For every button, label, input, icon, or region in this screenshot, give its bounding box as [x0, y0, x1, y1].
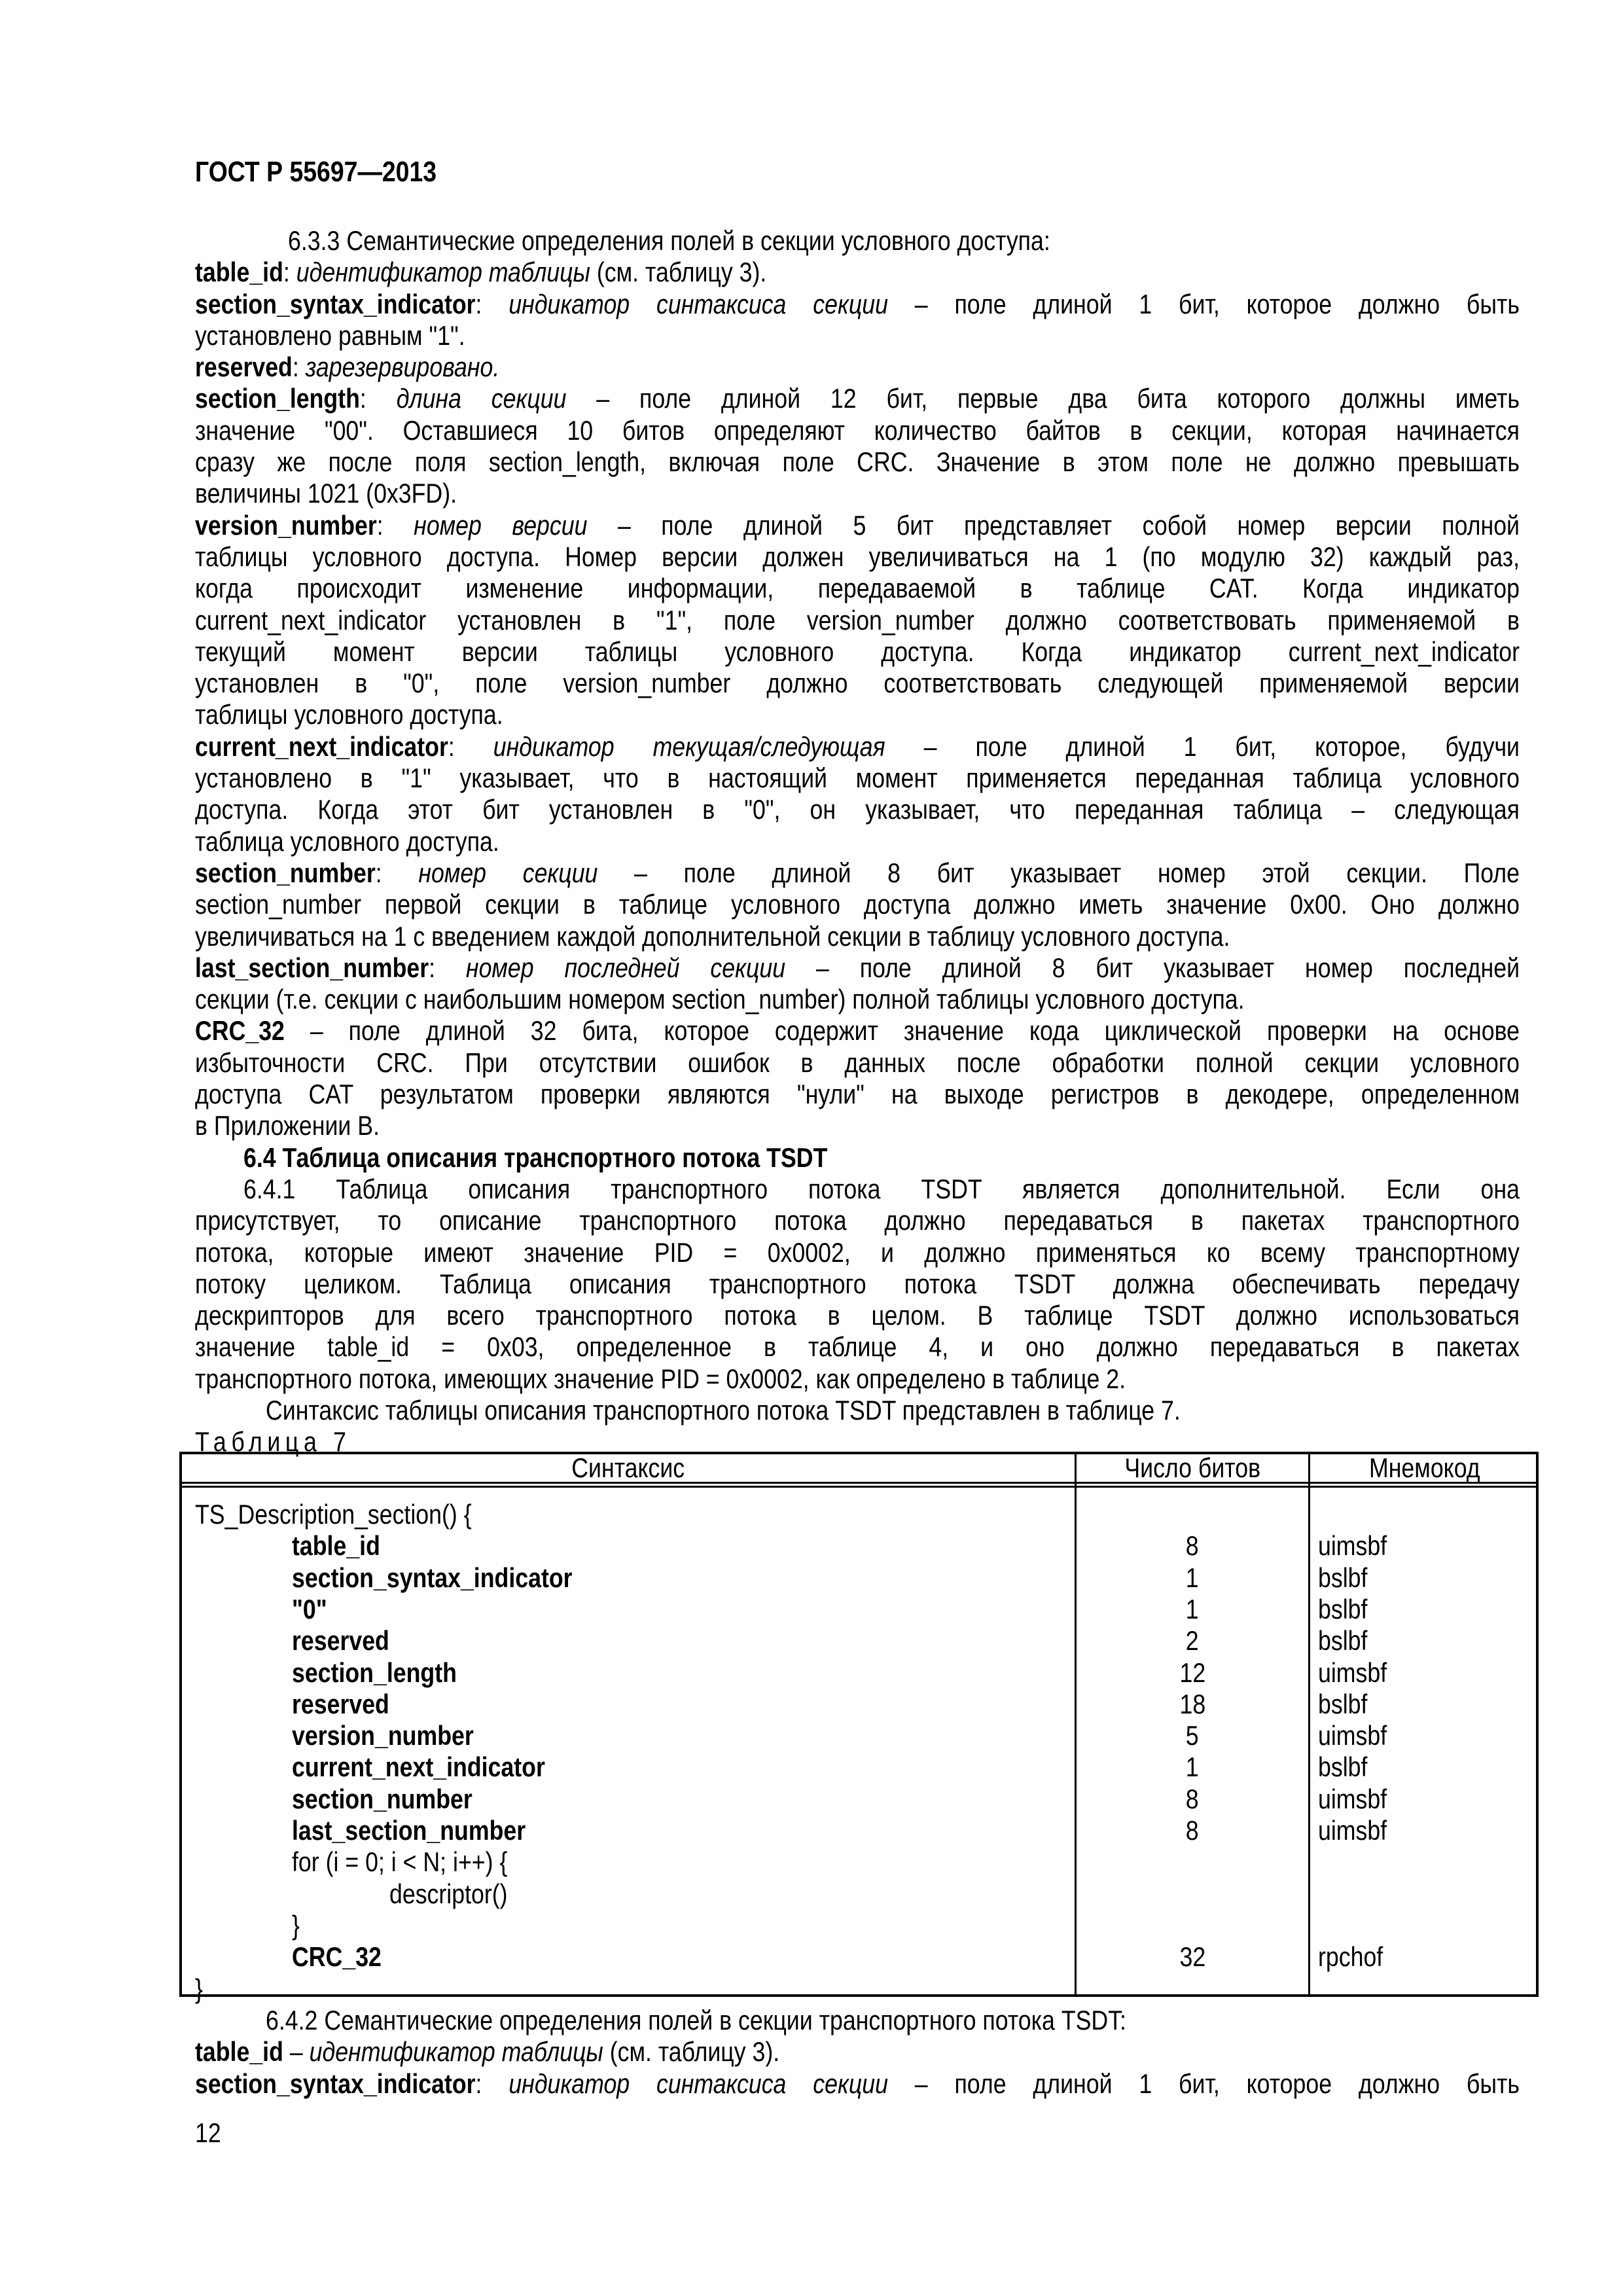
table-cell-syntax [292, 1689, 406, 1720]
table-cell-bits-text: 1 [1186, 1562, 1199, 1593]
text-line-content [195, 1300, 1520, 1331]
text-line [195, 510, 1520, 541]
text-line-content [195, 857, 1520, 889]
text-line-content [195, 794, 1520, 825]
table-cell-mnemonic-text: bslbf [1318, 1562, 1368, 1593]
term-bold: reserved [195, 351, 293, 383]
table-cell-syntax [292, 1657, 486, 1689]
text-run: : [292, 351, 306, 383]
term-italic: индикатор синтаксиса секции [508, 288, 888, 319]
table-cell-syntax [292, 1625, 406, 1657]
text-run: таблица условного доступа. [195, 825, 499, 857]
table-cell-mnemonic [1318, 1784, 1399, 1815]
text-run: – поле длиной 1 бит, которое должно быть [887, 288, 1520, 319]
term-italic: длина секции [396, 383, 567, 414]
text-line [195, 1205, 1520, 1236]
table-cell-syntax [292, 1910, 301, 1941]
text-line [195, 699, 1520, 730]
text-run: когда происходит изменение информации, передаваемой в таблице CAT. Когда индикатор [195, 573, 1520, 604]
term-bold: version_number [195, 509, 377, 541]
text-line-content [195, 1205, 1520, 1236]
table-cell-syntax-text: for (i = 0; i < N; i++) { [292, 1846, 508, 1878]
text-line-content [288, 225, 1520, 257]
text-line [195, 446, 1520, 478]
text-line [195, 921, 1520, 952]
table-cell-mnemonic-text: bslbf [1318, 1751, 1368, 1783]
text-line [195, 1300, 1520, 1331]
text-line-content [195, 320, 1520, 351]
text-line-content [195, 826, 1520, 857]
text-run: установлено в "1" указывает, что в настоящий момент применяется переданная таблица условного [195, 762, 1520, 794]
table-cell-syntax-text: CRC_32 [292, 1941, 382, 1973]
text-line-content [195, 952, 1520, 984]
text-line [195, 1363, 1520, 1395]
table-cell-syntax [292, 1815, 567, 1846]
text-run: (см. таблицу 3). [590, 257, 767, 288]
table-cell-mnemonic [1318, 1594, 1376, 1625]
text-line [195, 668, 1520, 699]
table-header-bits: Число битов [1124, 1452, 1260, 1483]
text-line [195, 2005, 1520, 2036]
text-run: в Приложении В. [195, 1110, 380, 1141]
text-run: транспортного потока, имеющих значение PID = 0x0002, как определено в таблице 2. [195, 1363, 1126, 1394]
term-bold: table_id [195, 257, 283, 288]
term-bold: section_length [195, 383, 360, 414]
text-run: секции (т.е. секции с наибольшим номером section_number) полной таблицы условного доступа. [195, 984, 1245, 1015]
table-cell-bits [1077, 1625, 1308, 1657]
text-run: сразу же после поля section_length, включая поле CRC. Значение в этом поле не должно превышать [195, 446, 1520, 478]
table-cell-syntax-text: current_next_indicator [292, 1751, 545, 1783]
term-bold: table_id [195, 2036, 283, 2068]
text-line-content [195, 636, 1520, 668]
text-line-content [195, 605, 1520, 636]
text-run: доступа. Когда этот бит установлен в "0", он указывает, что переданная таблица – следующая [195, 794, 1520, 825]
term-bold: section_syntax_indicator [195, 2068, 476, 2099]
table-cell-syntax [292, 1941, 397, 1973]
table-cell-bits [1077, 1720, 1308, 1751]
table-cell-syntax-text: section_length [292, 1657, 457, 1688]
table-cell-syntax [292, 1751, 590, 1783]
text-run: значение table_id = 0x03, определенное в таблице 4, и оно должно передаваться в пакетах [195, 1331, 1520, 1363]
table-cell-bits [1077, 1689, 1308, 1720]
table-cell-bits [1077, 1594, 1308, 1625]
table-cell-mnemonic-text: bslbf [1318, 1593, 1368, 1624]
text-run: таблицы условного доступа. [195, 699, 503, 730]
table-cell-syntax-text: reserved [292, 1625, 389, 1657]
table-cell-bits [1077, 1751, 1308, 1783]
table-7 [179, 1452, 1539, 2004]
text-run: – поле длиной 1 бит, которое, будучи [885, 730, 1520, 762]
table-cell-syntax [292, 1594, 333, 1625]
text-line-content [195, 351, 1520, 383]
term-italic: идентификатор таблицы [309, 2036, 603, 2068]
term-bold: current_next_indicator [195, 730, 448, 762]
table-cell-bits [1077, 1941, 1308, 1973]
table-header-mnemonic: Мнемокод [1368, 1452, 1480, 1483]
text-line [195, 1079, 1520, 1110]
table-cell-syntax [292, 1846, 546, 1878]
table-cell-syntax-text: } [195, 1973, 203, 2004]
table-cell-bits-text: 1 [1186, 1751, 1199, 1783]
text-line-content [266, 2005, 1520, 2036]
text-line [195, 636, 1520, 668]
text-line [195, 889, 1520, 920]
page-number: 12 [195, 2117, 221, 2148]
text-run: Синтаксис таблицы описания транспортного потока TSDT представлен в таблице 7. [266, 1394, 1181, 1426]
text-run: увеличиваться на 1 с введением каждой дополнительной секции в таблицу условного доступа. [195, 920, 1230, 952]
text-line-content [243, 1142, 1520, 1174]
text-line [195, 857, 1520, 889]
text-line-content [195, 446, 1520, 478]
text-run: – поле длиной 8 бит указывает номер последней [785, 952, 1520, 983]
text-line [195, 1268, 1520, 1300]
table-cell-syntax [195, 1499, 520, 1530]
body-text-continued [195, 2005, 1520, 2100]
table-cell-mnemonic [1318, 1751, 1376, 1783]
text-run: дескрипторов для всего транспортного потока в целом. В таблице TSDT должно использоваться [195, 1300, 1520, 1331]
text-line-content [195, 415, 1520, 446]
term-bold: section_number [195, 857, 376, 888]
text-line-content [195, 2068, 1520, 2100]
text-run: значение "00". Оставшиеся 10 битов определяют количество байтов в секции, которая начинается [195, 414, 1520, 446]
table-cell-bits-text: 1 [1186, 1593, 1199, 1624]
table-cell-bits-text: 2 [1186, 1625, 1199, 1657]
text-run: : [283, 257, 296, 288]
text-line [195, 573, 1520, 604]
term-bold: section_syntax_indicator [195, 288, 476, 319]
table-cell-bits [1077, 1562, 1308, 1594]
table-cell-syntax [195, 1973, 204, 2005]
text-run: – поле длиной 12 бит, первые два бита которого должны иметь [566, 383, 1520, 414]
table-cell-syntax-text: reserved [292, 1688, 389, 1719]
text-line [195, 1015, 1520, 1047]
text-line-content [195, 1331, 1520, 1363]
table-cell-mnemonic-text: uimsbf [1318, 1720, 1387, 1751]
table-cell-mnemonic [1318, 1657, 1399, 1689]
text-line-content [195, 1363, 1520, 1395]
text-line [195, 605, 1520, 636]
text-run: : [429, 952, 466, 983]
text-line [195, 1331, 1520, 1363]
table-cell-mnemonic [1318, 1689, 1376, 1720]
term-bold: last_section_number [195, 952, 429, 983]
text-line [195, 257, 1520, 288]
table-cell-syntax-text: TS_Description_section() { [195, 1499, 472, 1530]
table-cell-syntax-text: descriptor() [389, 1878, 508, 1909]
text-line-content [195, 2036, 1520, 2068]
text-line [195, 383, 1520, 414]
term-italic: номер версии [414, 509, 588, 541]
table-cell-bits [1077, 1530, 1308, 1562]
text-line [195, 2036, 1520, 2068]
text-line [195, 351, 1520, 383]
table-cell-syntax-text: "0" [292, 1593, 327, 1624]
table-cell-bits-text: 18 [1179, 1688, 1205, 1719]
text-line [195, 1395, 1520, 1426]
text-run: section_number первой секции в таблице условного доступа должно иметь значение 0x00. Оно должно [195, 889, 1520, 920]
text-line-content [195, 762, 1520, 794]
text-line [195, 794, 1520, 825]
table-cell-bits [1077, 1784, 1308, 1815]
table-cell-syntax-text: } [292, 1909, 300, 1941]
text-run: текущий момент версии таблицы условного доступа. Когда индикатор current_next_indicator [195, 636, 1520, 667]
term-italic: зарезервировано. [305, 351, 500, 383]
text-line [195, 2068, 1520, 2100]
text-run: – [283, 2036, 310, 2068]
text-line [195, 762, 1520, 794]
text-line-content [195, 731, 1520, 762]
table-cell-bits [1077, 1657, 1308, 1689]
text-line-content [195, 1268, 1520, 1300]
text-run: избыточности CRC. При отсутствии ошибок в данных после обработки полной секции условного [195, 1047, 1520, 1078]
table-cell-syntax [389, 1878, 528, 1910]
text-line [195, 225, 1520, 257]
table-cell-syntax-text: last_section_number [292, 1815, 526, 1846]
text-run: доступа CAT результатом проверки являются "нули" на выходе регистров в декодере, определенном [195, 1079, 1520, 1110]
table-cell-mnemonic-text: uimsbf [1318, 1815, 1387, 1846]
table-cell-syntax-text: section_number [292, 1783, 473, 1814]
text-run: 6.3.3 Семантические определения полей в секции условного доступа: [288, 225, 1050, 256]
term-italic: номер секции [418, 857, 598, 888]
text-run: – поле длиной 5 бит представляет собой номер версии полной [587, 509, 1520, 541]
text-run: таблицы условного доступа. Номер версии должен увеличиваться на 1 (по модулю 32) каждый раз, [195, 541, 1520, 572]
text-line-content [195, 478, 1520, 509]
text-run: : [448, 730, 493, 762]
text-line-content [195, 921, 1520, 952]
table-cell-mnemonic-text: rpchof [1318, 1941, 1383, 1973]
text-line [195, 1142, 1520, 1174]
text-line-content [195, 383, 1520, 414]
text-line-content [195, 257, 1520, 288]
text-line [195, 1047, 1520, 1079]
text-line [195, 478, 1520, 509]
text-run: : [375, 857, 419, 888]
table-cell-mnemonic [1318, 1562, 1376, 1594]
term-italic: индикатор синтаксиса секции [508, 2068, 888, 2099]
text-run: 6.4.2 Семантические определения полей в секции транспортного потока TSDT: [266, 2005, 1126, 2036]
table-cell-bits [1077, 1815, 1308, 1846]
text-line-content [195, 1079, 1520, 1110]
text-run: current_next_indicator установлен в "1", поле version_number должно соответствовать применяемой в [195, 604, 1520, 636]
text-run: : [376, 509, 414, 541]
text-run: : [475, 2068, 509, 2099]
text-line-content [195, 984, 1520, 1015]
text-line [195, 415, 1520, 446]
table-cell-syntax [292, 1562, 622, 1594]
table-cell-bits-text: 8 [1186, 1783, 1199, 1814]
text-run: потоку целиком. Таблица описания транспортного потока TSDT должна обеспечивать передачу [195, 1268, 1520, 1299]
text-line-content [195, 668, 1520, 699]
text-line-content [195, 699, 1520, 730]
term-bold: 6.4 Таблица описания транспортного потока TSDT [243, 1141, 828, 1173]
text-line [195, 541, 1520, 573]
table-cell-mnemonic [1318, 1941, 1395, 1973]
text-line-content [195, 289, 1520, 320]
text-run: : [359, 383, 397, 414]
text-line-content [243, 1174, 1520, 1205]
document-number-header: ГОСТ Р 55697—2013 [195, 156, 437, 188]
text-run: (см. таблицу 3). [603, 2036, 780, 2068]
text-run: – поле длиной 1 бит, которое должно быть [887, 2068, 1520, 2099]
text-line-content [195, 1110, 1520, 1141]
table-cell-bits-text: 5 [1186, 1720, 1199, 1751]
text-line-content [195, 1047, 1520, 1079]
text-run: присутствует, то описание транспортного потока должно передаваться в пакетах транспортного [195, 1205, 1520, 1236]
text-line [195, 1174, 1520, 1205]
text-run: – поле длиной 32 бита, которое содержит значение кода циклической проверки на основе [284, 1015, 1520, 1047]
text-run: : [475, 288, 509, 319]
text-line-content [266, 1395, 1520, 1426]
table-cell-mnemonic [1318, 1720, 1399, 1751]
text-line-content [195, 1015, 1520, 1047]
table-cell-mnemonic [1318, 1530, 1399, 1562]
text-line [195, 984, 1520, 1015]
table-cell-syntax-text: version_number [292, 1720, 474, 1751]
text-line [195, 826, 1520, 857]
text-run: 6.4.1 Таблица описания транспортного потока TSDT является дополнительной. Если она [243, 1173, 1520, 1204]
table-header-syntax: Синтаксис [571, 1452, 685, 1483]
column-divider [1308, 1454, 1310, 1994]
text-run: Таблица 7 [195, 1426, 351, 1458]
text-run: – поле длиной 8 бит указывает номер этой секции. Поле [597, 857, 1520, 888]
text-line [195, 731, 1520, 762]
term-italic: индикатор текущая/следующая [493, 730, 885, 762]
table-cell-bits-text: 8 [1186, 1815, 1199, 1846]
text-run: установлено равным "1". [195, 319, 465, 351]
term-bold: CRC_32 [195, 1015, 285, 1047]
term-italic: номер последней секции [465, 952, 786, 983]
text-line-content [195, 1237, 1520, 1268]
text-line-content [195, 541, 1520, 573]
header-divider [182, 1486, 1536, 1488]
table-cell-mnemonic [1318, 1815, 1399, 1846]
text-run: установлен в "0", поле version_number должно соответствовать следующей применяемой версии [195, 668, 1520, 699]
text-line [195, 320, 1520, 351]
text-line [195, 289, 1520, 320]
text-line [195, 952, 1520, 984]
text-line-content [195, 889, 1520, 920]
text-line-content [195, 573, 1520, 604]
table-cell-syntax [292, 1530, 396, 1562]
text-line-content [195, 510, 1520, 541]
table-cell-mnemonic-text: uimsbf [1318, 1657, 1387, 1688]
table-cell-syntax-text: section_syntax_indicator [292, 1562, 573, 1593]
table-cell-syntax-text: table_id [292, 1530, 380, 1562]
table-cell-mnemonic-text: uimsbf [1318, 1783, 1387, 1814]
table-cell-bits-text: 12 [1179, 1657, 1205, 1688]
text-run: величины 1021 (0x3FD). [195, 478, 457, 509]
table-cell-mnemonic-text: bslbf [1318, 1688, 1368, 1719]
table-cell-mnemonic [1318, 1625, 1376, 1657]
table-cell-mnemonic-text: bslbf [1318, 1625, 1368, 1657]
term-italic: идентификатор таблицы [296, 257, 590, 288]
table-cell-syntax [292, 1784, 504, 1815]
text-run: потока, которые имеют значение PID = 0x0002, и должно применяться ко всему транспортному [195, 1236, 1520, 1268]
text-line [195, 1237, 1520, 1268]
table-cell-mnemonic-text: uimsbf [1318, 1530, 1387, 1562]
table-cell-syntax [292, 1720, 506, 1751]
body-text [195, 225, 1520, 1458]
table-cell-bits-text: 32 [1179, 1941, 1205, 1973]
text-line [195, 1110, 1520, 1141]
table-cell-bits-text: 8 [1186, 1530, 1199, 1562]
